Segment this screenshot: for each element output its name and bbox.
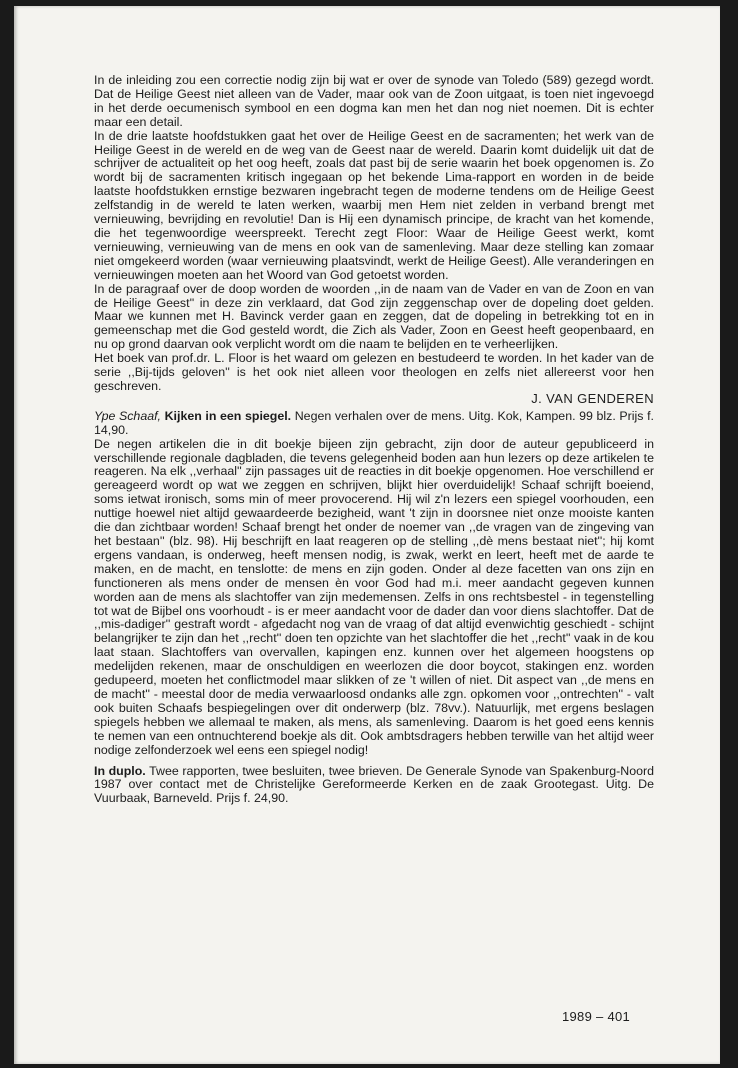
page-sheet xyxy=(14,6,720,1064)
review-title: Kijken in een spiegel. xyxy=(164,408,292,423)
paragraph-holy-spirit: In de drie laatste hoofdstukken gaat het over de Heilige Geest en de sacramenten; het werk van de Heilige Geest in de wereld en de weg van de Geest naar de wereld. Daarin komt duidelijk uit dat de schrijver de actualiteit op het oog heeft, zoals dat past bij de serie waarin het boek opgenomen is. Zo wordt bij de sacramenten kritisch ingegaan op het bekende Lima-rapport en worden in de beide laatste hoofdstukken ernstige bezwaren ingebracht tegen de moderne tendens om de Heilige Geest zelfstandig in de wereld te laten werken, waarbij men Hem niet zelden in verband brengt met vernieuwing, bevrijding en revolutie! Dan is Hij een dynamisch principe, de kracht van het komende, die het tegenwoordige weerspreekt. Terecht zegt Floor: Waar de Heilige Geest werkt, komt vernieuwing, vernieuwing van de mens en ook van de samenleving. Maar deze stelling kan zomaar niet omgekeerd worden (waar vernieuwing plaatsvindt, werkt de Heilige Geest). Alle veranderingen en vernieuwingen moeten aan het Woord van God getoetst worden. xyxy=(94,128,654,282)
reviewer-signature: J. VAN GENDEREN xyxy=(531,390,654,406)
paragraph-conclusion: Het boek van prof.dr. L. Floor is het waard om gelezen en bestudeerd te worden. In het kader van de serie ,,Bij-tijds geloven'' is het ook niet alleen voor theologen en zelfs niet allereerst voor hen geschreven. xyxy=(94,351,654,393)
paragraph-toledo: In de inleiding zou een correctie nodig zijn bij wat er over de synode van Toledo (589) gezegd wordt. Dat de Heilige Geest niet alleen van de Vader, maar ook van de Zoon uitgaat, is toen niet ingevoegd in het derde oecumenisch symbool en een dogma kan men het dan nog niet noemen. Dit is echter maar een detail. xyxy=(94,73,654,129)
review-heading-in-duplo xyxy=(94,765,654,807)
paragraph-baptism: In de paragraaf over de doop worden de woorden ,,in de naam van de Vader en van de Zoon en van de Heilige Geest'' in deze zin verklaard, dat God zijn zeggenschap over de dopeling doet gelden. Maar we kunnen met H. Bavinck verder gaan en zeggen, dat de dopeling in betrekking tot en in gemeenschap met die God gesteld wordt, die Zich als Vader, Zoon en Geest heeft geopenbaard, en nu op grond daarvan ook verplicht wordt om die naam te belijden en te verheerlijken. xyxy=(94,281,654,352)
review-author: Ype Schaaf, xyxy=(94,408,161,423)
text-column xyxy=(94,74,654,806)
review-body-schaaf: De negen artikelen die in dit boekje bijeen zijn gebracht, zijn door de auteur gepubliceerd in verschillende regionale dagbladen, die tevens gelegenheid boden aan hun lezers op deze artikelen te reageren. Na elk ,,verhaal'' zijn passages uit de reacties in dit boekje opgenomen. Hoe verschillend er gereageerd wordt op wat we zeggen en schrijven, blijkt hier overduidelijk! Schaaf schrijft boeiend, soms ietwat ironisch, soms min of meer provocerend. Hij wil z'n lezers een spiegel voorhouden, een nuttige hoewel niet altijd gewaardeerde bezigheid, want 't zijn in doorsnee niet onze mooiste kanten die dan zichtbaar worden! Schaaf brengt het onder de noemer van ,,de vragen van de zingeving van het bestaan'' (blz. 98). Hij beschrijft en laat reageren op de stelling ,,dè mens bestaat niet''; hij komt ergens vandaan, is onderweg, heeft mensen nodig, is zwak, werkt en leert, heeft met de aarde te maken, en de macht, en tenslotte: de mens en zijn goden. Onder al deze facetten van ons zijn en functioneren als mens onder de mensen èn voor God had m.i. meer aandacht gegeven kunnen worden aan de mens als slachtoffer van zijn medemensen. Zelfs in ons rechtsbestel - in tegenstelling tot wat de Bijbel ons voorhoudt - is er meer aandacht voor de dader dan voor diens slachtoffer. Dat de ,,mis-dadiger'' gestraft wordt - afgedacht nog van de vraag of dat altijd evenwichtig geschiedt - schijnt belangrijker te zijn dan het ,,recht'' doen ten opzichte van het slachtoffer die het ,,recht'' vaak in de kou laat staan. Slachtoffers van overvallen, kapingen enz. kunnen over het algemeen hoogstens op medelijden rekenen, maar de onschuldigen en weerlozen die door boycot, stakingen enz. worden gedupeerd, moeten het conflictmodel maar slikken of ze 't willen of niet. Dit aspect van ,,de mens en de macht'' - meestal door de media verwaarloosd ondanks alle zgn. opkomen voor ,,ontrechten'' - valt ook buiten Schaafs bespiegelingen over dit onderwerp (blz. 78vv.). Natuurlijk, met ergens beslagen spiegels hebben we allemaal te maken, als mens, als samenleving. Daarom is het goed eens kennis te nemen van een ontnuchterend boekje als dit. Ook ambtsdragers hebben terwille van het altijd weer nodige zelfonderzoek wel eens een spiegel nodig! xyxy=(94,436,654,757)
page-number: 1989 – 401 xyxy=(562,1009,631,1024)
review-heading-schaaf xyxy=(94,410,654,438)
review-title-in-duplo: In duplo. xyxy=(94,763,146,778)
review-publication-info: Negen verhalen over de mens. Uitg. Kok, Kampen. 99 blz. Prijs f. 14,90. xyxy=(94,408,654,437)
review-publication-info-in-duplo: Twee rapporten, twee besluiten, twee brieven. De Generale Synode van Spakenburg-Noord 1987 over contact met de Christelijke Gereformeerde Kerken en de zaak Grootegast. Uitg. De Vuurbaak, Barneveld. Prijs f. 24,90. xyxy=(94,763,654,806)
